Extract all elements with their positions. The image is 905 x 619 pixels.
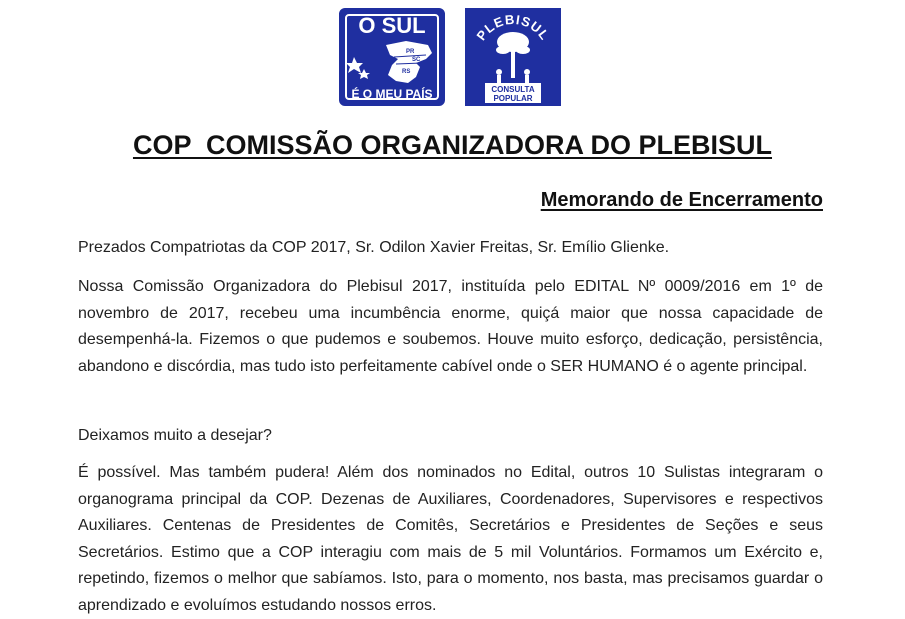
plebisul-subtext-2: POPULAR [493, 94, 533, 103]
o-sul-logo-title: O SUL [358, 13, 426, 38]
o-sul-logo-subtitle: É O MEU PAÍS [351, 87, 433, 101]
map-label-pr: PR [406, 49, 415, 55]
araucaria-tree-icon [496, 32, 530, 83]
document-title: COP COMISSÃO ORGANIZADORA DO PLEBISUL [132, 130, 773, 160]
map-label-rs: RS [402, 69, 411, 75]
map-label-sc: SC [412, 57, 421, 63]
paragraph-question: Deixamos muito a desejar? [78, 427, 272, 444]
south-region-map-icon [346, 37, 440, 85]
paragraph-commission: Nossa Comissão Organizadora do Plebisul 2017, instituída pelo EDITAL Nº 0009/2016 em 1º de novembro de 2017, recebeu uma incumbência enorme, quiçá maior que nossa capacidade de desempenhá-la. Fizemos o que pudemos e soubemos. Houve muito esforço, dedicação, persistência, abandono e discórdia, mas tudo isto perfeitamente cabível onde o SER HUMANO é o agente principal. [78, 278, 823, 375]
plebisul-subtext-1: CONSULTA [491, 85, 535, 94]
paragraph-greeting: Prezados Compatriotas da COP 2017, Sr. Odilon Xavier Freitas, Sr. Emílio Glienke. [78, 239, 670, 256]
plebisul-arc-text: PLEBISUL [473, 11, 553, 44]
plebisul-logo [465, 8, 561, 106]
o-sul-logo [339, 8, 445, 106]
header-logos [0, 8, 905, 106]
document-subtitle: Memorando de Encerramento [540, 189, 823, 211]
paragraph-volunteers: É possível. Mas também pudera! Além dos nominados no Edital, outros 10 Sulistas integraram o organograma principal da COP. Dezenas de Auxiliares, Coordenadores, Supervisores e respectivos Auxiliares. Centenas de Presidentes de Comitês, Secretários e Presidentes de Seções e seus Secretários. Estimo que a COP interagiu com mais de 5 mil Voluntários. Formamos um Exército e, repetindo, fizemos o melhor que sabíamos. Isto, para o momento, nos basta, mas precisamos guardar o aprendizado e evoluímos estudando nossos erros. [78, 464, 823, 614]
